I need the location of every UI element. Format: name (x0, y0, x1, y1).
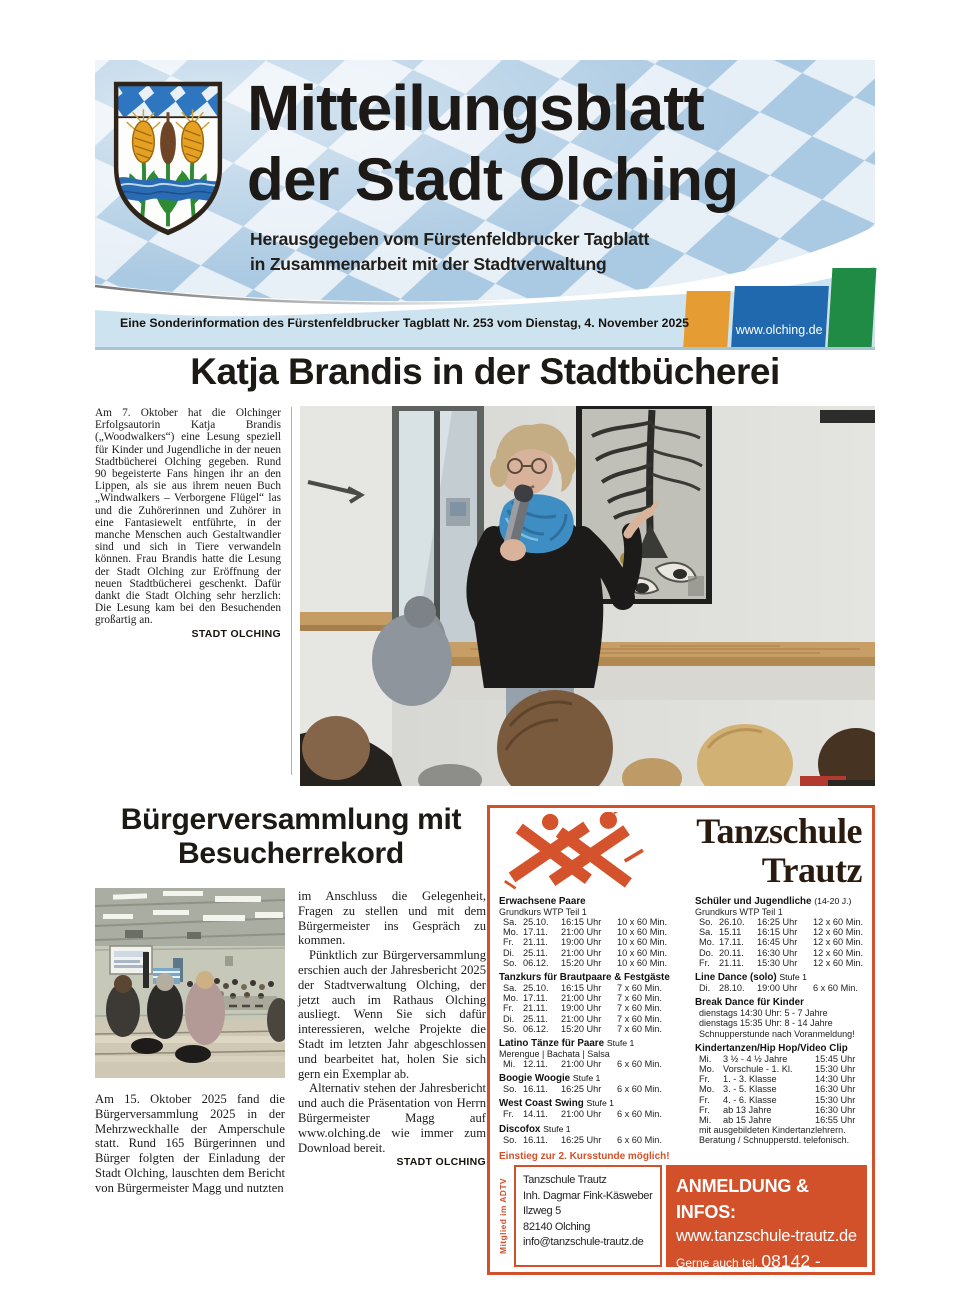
course-cell: 25.11. (523, 1013, 548, 1024)
course-row (695, 927, 867, 937)
course-cell: 16.11. (523, 1134, 548, 1145)
course-heading (499, 896, 685, 907)
course-section (499, 1073, 685, 1094)
course-title: Schüler und Jugendliche (695, 896, 812, 907)
course-cell: 21:00 Uhr (561, 927, 602, 938)
course-section (499, 896, 685, 968)
course-cell: 21.11. (719, 957, 744, 968)
tanzschule-trautz-ad (487, 805, 875, 1299)
course-cell: 16:15 Uhr (561, 917, 602, 927)
course-cell: Mi. (699, 1053, 712, 1064)
course-cell: 16:25 Uhr (561, 1134, 602, 1145)
course-row (499, 1003, 685, 1013)
course-cell: 16:15 Uhr (757, 927, 798, 938)
course-row (499, 1059, 685, 1069)
course-cell: 7 x 60 Min. (617, 1003, 662, 1014)
ad-footer (495, 1165, 867, 1299)
course-cell: 12 x 60 Min. (813, 937, 864, 948)
ad-address-line: Inh. Dagmar Fink-Käsweber (523, 1189, 653, 1202)
course-heading (695, 1043, 867, 1054)
course-row (499, 917, 685, 927)
course-cell: 16:15 Uhr (561, 983, 602, 994)
course-cell: 16:45 Uhr (757, 937, 798, 948)
course-note-line: Beratung / Schnupperstd. telefonisch. (699, 1135, 850, 1146)
course-cell: 12.11. (523, 1059, 548, 1070)
course-level: Stufe 1 (543, 1123, 571, 1134)
course-cell: Mo. (503, 927, 519, 938)
course-cell: 28.10. (719, 983, 745, 994)
course-cell: Fr. (503, 1003, 514, 1014)
course-row (695, 1064, 867, 1074)
ad-contact-heading: ANMELDUNG & INFOS: (676, 1176, 809, 1222)
course-note-line: mit ausgebildeten Kindertanzlehrern. (699, 1125, 846, 1136)
course-cell: 7 x 60 Min. (617, 983, 662, 994)
course-cell: 10 x 60 Min. (617, 957, 668, 968)
course-row (695, 1054, 867, 1064)
course-row (695, 1084, 867, 1094)
course-cell: 15:20 Uhr (561, 1023, 602, 1034)
article1-headline: Katja Brandis in der Stadtbücherei (190, 351, 780, 392)
course-heading (499, 1073, 685, 1084)
course-cell: 7 x 60 Min. (617, 993, 662, 1004)
course-title: Break Dance für Kinder (695, 997, 804, 1009)
library-reading-photo (300, 406, 875, 786)
course-cell: Fr. (699, 1074, 710, 1085)
course-row (695, 948, 867, 958)
ceiling (95, 888, 285, 946)
ad-phone-number: 08142 - 40260 (676, 1251, 821, 1299)
course-cell: So. (503, 1084, 517, 1095)
course-cell: Sa. (503, 917, 517, 927)
course-cell: 17.11. (523, 993, 548, 1004)
ad-address-line: Ilzweg 5 (523, 1205, 561, 1217)
article1-text-column (95, 407, 292, 775)
course-cell: ab 15 Jahre (723, 1115, 772, 1126)
course-cell: 15.11 (719, 927, 742, 938)
course-cell: 16:25 Uhr (757, 917, 798, 927)
course-cell: So. (503, 1134, 517, 1145)
course-cell: Fr. (699, 1094, 710, 1105)
course-cell: Fr. (503, 937, 514, 948)
course-subtitle: Merengue | Bachata | Salsa (499, 1049, 610, 1060)
course-cell: 7 x 60 Min. (617, 1023, 662, 1034)
course-cell: 15:30 Uhr (815, 1064, 856, 1075)
course-cell: 12 x 60 Min. (813, 947, 864, 958)
course-level: Stufe 1 (606, 1038, 635, 1049)
course-level: (14-20 J.) (814, 896, 852, 906)
course-row (499, 983, 685, 993)
ad-membership-strip (495, 1165, 510, 1267)
course-cell: 10 x 60 Min. (617, 937, 668, 948)
course-cell: Do. (699, 947, 714, 958)
course-section (695, 896, 867, 968)
course-title: Discofox (499, 1123, 541, 1135)
course-cell: 25.10. (523, 983, 549, 994)
course-cell: 17.11. (719, 937, 744, 948)
course-row (499, 958, 685, 968)
article2-headline-line2: Besucherrekord (178, 837, 404, 870)
course-cell: Sa. (503, 983, 517, 994)
article2-paragraph2: Pünktlich zur Bürgerversammlung erschien auch der Jahresbericht 2025 der Stadtverwaltung Olching, der jetzt auch im Rathaus Olching ausliegt. Wenn Sie sich dafür interessieren, welche Projekte die Stadt im letzten Jahr abgeschlossen und bearbeitet hat, holen Sie sich gern ein Exemplar ab. (298, 948, 486, 1081)
course-note-line: dienstags 14:30 Uhr: 5 - 7 Jahre (699, 1008, 828, 1019)
course-row (695, 1074, 867, 1084)
course-cell: Mo. (699, 1064, 715, 1075)
course-cell: 3 ½ - 4 ½ Jahre (723, 1053, 788, 1064)
masthead-subtitle-line1: Herausgegeben vom Fürstenfeldbrucker Tagblatt (250, 229, 650, 249)
course-list-left (499, 896, 685, 1145)
ad-phone-prefix: Gerne auch tel. (676, 1256, 759, 1270)
ad-address-line: Tanzschule Trautz (523, 1174, 607, 1186)
course-cell: 06.12. (523, 957, 549, 968)
ad-course-listings (499, 896, 867, 1162)
course-cell: Mo. (699, 1084, 715, 1095)
ad-address-line: info@tanzschule-trautz.de (523, 1236, 644, 1248)
course-cell: Mo. (503, 993, 519, 1004)
ad-courses-right (695, 896, 867, 1162)
course-cell: 19:00 Uhr (757, 983, 798, 994)
masthead-title-line2: der Stadt Olching (247, 146, 739, 213)
ad-address-line: 82140 Olching (523, 1220, 591, 1233)
course-cell: 4. - 6. Klasse (723, 1094, 777, 1105)
course-cell: 21:00 Uhr (561, 1013, 602, 1024)
course-note-line: Schnupperstunde nach Voranmeldung! (699, 1028, 855, 1039)
course-cell: 21:00 Uhr (561, 1059, 602, 1070)
article2-photo (95, 888, 285, 1078)
course-cell: 6 x 60 Min. (617, 1059, 662, 1070)
course-cell: 10 x 60 Min. (617, 947, 668, 958)
course-heading (695, 896, 867, 907)
course-cell: 10 x 60 Min. (617, 917, 668, 927)
ad-brand-line1: Tanzschule (696, 811, 862, 851)
ad-contact-box (666, 1165, 867, 1299)
course-row (695, 958, 867, 968)
course-cell: 6 x 60 Min. (617, 1134, 662, 1145)
course-cell: 16:55 Uhr (815, 1115, 856, 1126)
course-cell: 7 x 60 Min. (617, 1013, 662, 1024)
course-subtitle: Grundkurs WTP Teil 1 (695, 907, 783, 917)
course-cell: 16:30 Uhr (815, 1084, 856, 1095)
course-row (499, 948, 685, 958)
course-row (499, 993, 685, 1003)
course-cell: So. (699, 917, 713, 927)
course-level: Stufe 1 (586, 1098, 615, 1109)
course-cell: 6 x 60 Min. (813, 983, 858, 994)
ad-contact-website: www.tanzschule-trautz.de (676, 1227, 857, 1245)
course-level: Stufe 1 (779, 972, 807, 983)
article2-byline: STADT OLCHING (396, 1156, 486, 1169)
course-cell: 15:30 Uhr (815, 1094, 856, 1105)
course-row (499, 937, 685, 947)
course-cell: 21:00 Uhr (561, 1109, 602, 1120)
course-heading (499, 1098, 685, 1109)
course-cell: Di. (503, 947, 515, 958)
course-title: West Coast Swing (499, 1098, 584, 1110)
masthead-subtitle-line2: in Zusammenarbeit mit der Stadtverwaltung (250, 254, 607, 274)
article2-col1-body: Am 15. Oktober 2025 fand die Bürgerversammlung 2025 in der Mehrzweckhalle der Amperschule statt. Rund 165 Bürgerinnen und Bürger folgten der Einladung der Stadt Olching, lauschten dem Bericht von Bürgermeister Magg und nutzten (95, 1092, 285, 1195)
course-heading (499, 1124, 685, 1135)
ad-address-box (514, 1165, 662, 1267)
ad-courses-left (499, 896, 685, 1162)
course-cell: 06.12. (523, 1023, 549, 1034)
course-cell: 16:30 Uhr (757, 947, 798, 958)
course-cell: 16:25 Uhr (561, 1084, 602, 1095)
adtv-membership-label: Mitglied im ADTV (497, 1178, 508, 1254)
course-row (499, 1084, 685, 1094)
article1-photo (300, 406, 875, 786)
course-cell: 12 x 60 Min. (813, 927, 864, 938)
course-section (499, 1038, 685, 1069)
course-cell: Fr. (699, 957, 710, 968)
course-cell: ab 13 Jahre (723, 1104, 772, 1115)
course-row (499, 1135, 685, 1145)
course-note-line: dienstags 15:35 Uhr: 8 - 14 Jahre (699, 1018, 833, 1029)
course-cell: 6 x 60 Min. (617, 1084, 662, 1095)
course-row (695, 983, 867, 993)
course-level: Stufe 1 (572, 1073, 601, 1084)
course-row (695, 1095, 867, 1105)
course-section (695, 1043, 867, 1146)
course-cell: Fr. (699, 1104, 710, 1115)
course-title: Boogie Woogie (499, 1073, 571, 1085)
course-row (499, 927, 685, 937)
course-cell: 12 x 60 Min. (813, 917, 864, 927)
masthead-title-line1: Mitteilungsblatt (247, 72, 704, 144)
course-cell: 19:00 Uhr (561, 937, 602, 948)
course-cell: 17.11. (523, 927, 548, 938)
article1-body: Am 7. Oktober hat die Olchinger Erfolgsautorin Katja Brandis („Woodwalkers“) eine Lesung speziell für Kinder und Jugendliche in der neuen Stadtbücherei Olching gegeben. Rund 90 begeisterte Fans hingen ihr an den Lippen, als sie aus ihrem neuen Buch „Windwalkers – Verborgene Flügel“ las und die Zuhörerinnen und Zuhörer in eine Fantasiewelt entführte, in der manche Menschen auch Gestaltwandler sind und sich in Tiere verwandeln können. Frau Brandis hatte die Lesung der Stadt Olching zur Eröffnung der neuen Stadtbücherei geschenkt. Dafür dankt die Stadt Olching sehr herzlich: Die Lesung kam bei den Besuchenden großartig an. (95, 407, 281, 627)
course-cell: Di. (503, 1013, 515, 1024)
masthead (95, 60, 875, 350)
course-cell: So. (503, 1023, 517, 1034)
ad-brand-line2: Trautz (761, 850, 862, 890)
masthead-subtitle (250, 227, 649, 277)
town-hall-meeting-photo (95, 888, 285, 1078)
ad-brand-name (696, 812, 862, 890)
course-cell: Mo. (699, 937, 715, 948)
course-row (695, 1115, 867, 1125)
course-heading (499, 972, 685, 983)
course-title: Line Dance (solo) (695, 972, 777, 984)
course-row (695, 937, 867, 947)
course-cell: 21:00 Uhr (561, 993, 602, 1004)
course-cell: Di. (699, 983, 711, 994)
course-row (499, 1024, 685, 1034)
course-cell: So. (503, 957, 517, 968)
course-cell: Fr. (503, 1109, 514, 1120)
course-cell: 3. - 5. Klasse (723, 1084, 777, 1095)
course-cell: 15:45 Uhr (815, 1053, 856, 1064)
course-cell: 20.11. (719, 947, 744, 958)
article1-byline: STADT OLCHING (191, 627, 281, 640)
course-title: Erwachsene Paare (499, 896, 586, 907)
course-cell: Sa. (699, 927, 713, 938)
ad-entry-note: Einstieg zur 2. Kursstunde möglich! (499, 1150, 670, 1162)
course-cell: 12 x 60 Min. (813, 957, 864, 968)
article2-headline-line1: Bürgerversammlung mit (120, 803, 462, 836)
article2-column2 (298, 889, 486, 1169)
article2-column1 (95, 1092, 285, 1196)
color-block-orange (683, 291, 730, 347)
course-section (695, 972, 867, 993)
course-row (499, 1014, 685, 1024)
course-cell: 10 x 60 Min. (617, 927, 668, 938)
course-section (499, 972, 685, 1034)
course-cell: Vorschule - 1. Kl. (723, 1064, 793, 1075)
article2-paragraph1: im Anschluss die Gelegenheit, Fragen zu stellen und mit dem Bürgermeister ins Gespräch zu kommen. (298, 889, 486, 948)
course-title: Tanzkurs für Brautpaare & Festgäste (499, 972, 670, 984)
course-cell: 19:00 Uhr (561, 1003, 602, 1014)
course-cell: 1. - 3. Klasse (723, 1074, 777, 1085)
course-section (499, 1098, 685, 1119)
course-heading (695, 997, 867, 1008)
course-cell: 25.11. (523, 947, 548, 958)
article2-paragraph3: Alternativ stehen der Jahresbericht und auch die Präsentation von Herrn Bürgermeister Magg auf www.olching.de wie immer zum Download bereit. (298, 1081, 486, 1155)
course-row (499, 1109, 685, 1119)
course-cell: 16.11. (523, 1084, 548, 1095)
course-heading (499, 1038, 685, 1049)
course-subtitle: Grundkurs WTP Teil 1 (499, 907, 587, 917)
course-cell: 15:20 Uhr (561, 957, 602, 968)
course-cell: 14.11. (523, 1109, 548, 1120)
course-list-right (695, 896, 867, 1146)
olching-website-label: www.olching.de (735, 323, 823, 337)
dancing-couple-logo-icon (496, 812, 648, 892)
ad-contact-phone (676, 1248, 857, 1300)
course-heading (695, 972, 867, 983)
course-title: Kindertanzen/Hip Hop/Video Clip (695, 1042, 848, 1054)
article2-headline (95, 803, 487, 871)
course-cell: 25.10. (523, 917, 549, 927)
course-cell: 21.11. (523, 937, 548, 948)
course-cell: 21:00 Uhr (561, 947, 602, 958)
course-cell: 6 x 60 Min. (617, 1109, 662, 1120)
course-section (695, 997, 867, 1039)
olching-coat-of-arms (109, 76, 227, 240)
course-cell: 15:30 Uhr (757, 957, 798, 968)
course-row (695, 1105, 867, 1115)
course-cell: 21.11. (523, 1003, 548, 1014)
color-block-green (828, 268, 877, 347)
course-cell: 14:30 Uhr (815, 1074, 856, 1085)
course-cell: 16:30 Uhr (815, 1104, 856, 1115)
course-section (499, 1124, 685, 1145)
course-cell: 26.10. (719, 917, 745, 927)
course-cell: Mi. (699, 1115, 712, 1126)
course-row (695, 917, 867, 927)
edition-info-text: Eine Sonderinformation des Fürstenfeldbrucker Tagblatt Nr. 253 vom Dienstag, 4. November 2025 (120, 316, 690, 330)
color-block-blue (731, 286, 829, 347)
course-title: Latino Tänze für Paare (499, 1038, 605, 1050)
course-cell: Mi. (503, 1059, 516, 1070)
